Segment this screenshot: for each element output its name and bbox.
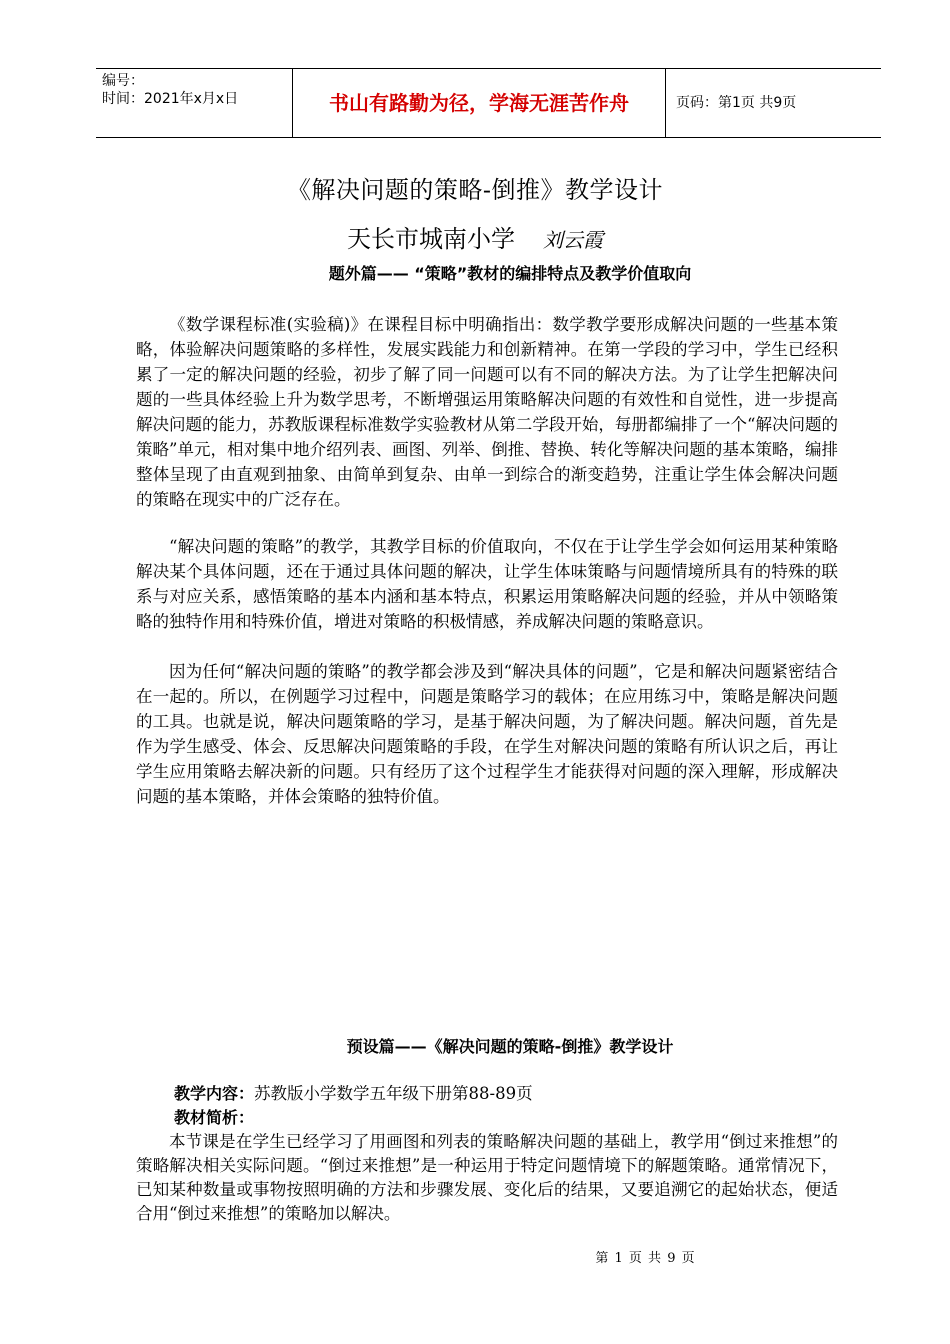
author-line xyxy=(0,219,950,254)
document-title: 《解决问题的策略-倒推》教学设计 xyxy=(286,176,664,204)
author-name: 刘云霞 xyxy=(543,228,603,252)
header-page-info: 页码：第1页 共9页 xyxy=(676,95,797,111)
material-analysis-paragraph: 本节课是在学生已经学习了用画图和列表的策略解决问题的基础上，教学用“倒过来推想”的策略解决相关实际问题。“倒过来推想”是一种运用于特定问题情境下的解题策略。通常情况下，已知某种数量或事物按照明确的方法和步骤发展、变化后的结果，又要追溯它的起始状态，便适合用“倒过来推想”的策略加以解决。 xyxy=(136,1132,838,1223)
document-header xyxy=(96,68,881,138)
teaching-content-value: 苏教版小学数学五年级下册第88-89页 xyxy=(254,1084,533,1103)
section1-heading: 题外篇—— “策略”教材的编排特点及教学价值取向 xyxy=(328,264,692,283)
page-footer: 第 1 页 共 9 页 xyxy=(595,1251,695,1266)
time-label: 时间：2021年x月x日 xyxy=(102,91,239,107)
section1-paragraph-1: 《数学课程标准(实验稿)》在课程目标中明确指出：数学教学要形成解决问题的一些基本策略，体验解决问题策略的多样性，发展实践能力和创新精神。在第一学段的学习中，学生已经积累了一定的解决问题的经验，初步了解了同一问题可以有不同的解决方法。为了让学生把解决问题的一些具体经验上升为数学思考，不断增强运用策略解决问题的有效性和自觉性，进一步提高解决问题的能力，苏教版课程标准数学实验教材从第二学段开始，每册都编排了一个“解决问题的策略”单元，相对集中地介绍列表、画图、列举、倒推、替换、转化等解决问题的基本策略，编排整体呈现了由直观到抽象、由简单到复杂、由单一到综合的渐变趋势，注重让学生体会解决问题的策略在现实中的广泛存在。 xyxy=(136,315,838,509)
school-name: 天长市城南小学 xyxy=(347,225,515,253)
header-motto: 书山有路勤为径，学海无涯苦作舟 xyxy=(292,69,666,137)
section1-paragraph-2: “解决问题的策略”的教学，其教学目标的价值取向，不仅在于让学生学会如何运用某种策略解决某个具体问题，还在于通过具体问题的解决，让学生体味策略与问题情境所具有的特殊的联系与对应关系，感悟策略的基本内涵和基本特点，积累运用策略解决问题的经验，并从中领略策略的独特作用和特殊价值，增进对策略的积极情感，养成解决问题的策略意识。 xyxy=(136,537,838,631)
material-analysis-label: 教材简析： xyxy=(174,1108,255,1127)
teaching-content-line xyxy=(174,1082,533,1106)
header-meta xyxy=(96,69,292,137)
teaching-content-label: 教学内容： xyxy=(174,1084,255,1103)
section2-heading: 预设篇——《解决问题的策略-倒推》教学设计 xyxy=(346,1037,674,1056)
material-analysis-line xyxy=(174,1106,254,1130)
number-label: 编号： xyxy=(102,73,144,89)
section1-paragraph-3: 因为任何“解决问题的策略”的教学都会涉及到“解决具体的问题”，它是和解决问题紧密结合在一起的。所以，在例题学习过程中，问题是策略学习的载体；在应用练习中，策略是解决问题的工具。也就是说，解决问题策略的学习，是基于解决问题，为了解决问题。解决问题，首先是作为学生感受、体会、反思解决问题策略的手段，在学生对解决问题的策略有所认识之后，再让学生应用策略去解决新的问题。只有经历了这个过程学生才能获得对问题的深入理解，形成解决问题的基本策略，并体会策略的独特价值。 xyxy=(136,662,838,806)
